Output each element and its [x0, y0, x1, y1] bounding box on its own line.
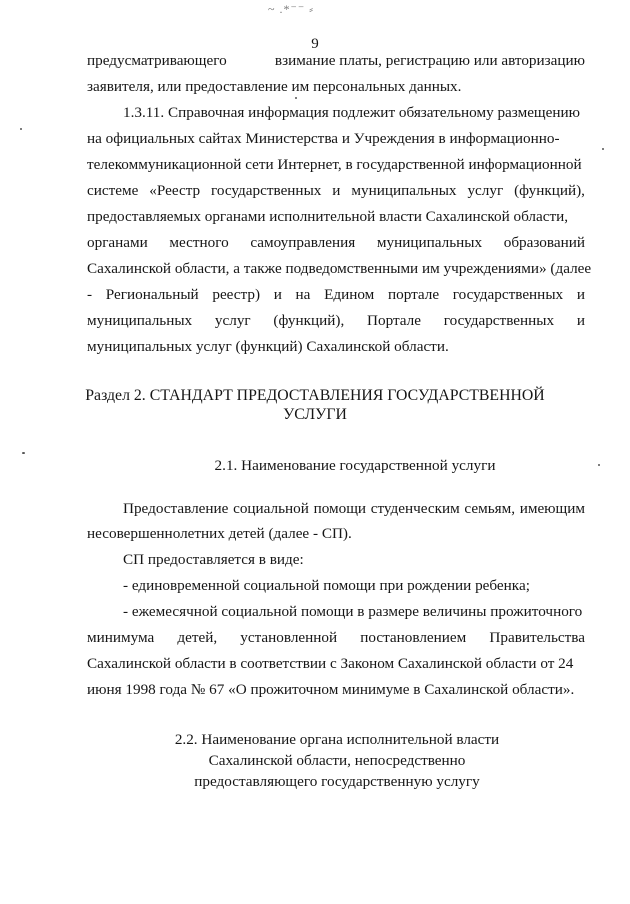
- paragraph-21-line: июня 1998 года № 67 «О прожиточном минимуме в Сахалинской области».: [87, 681, 575, 698]
- text-line: предусматривающего взимание платы, регистрацию или авторизацию: [87, 52, 585, 69]
- paragraph-21-line: Сахалинской области в соответствии с Законом Сахалинской области от 24: [87, 655, 574, 672]
- word: реестр): [212, 286, 261, 303]
- word: установленной: [240, 629, 338, 646]
- word: семьям,: [464, 500, 516, 517]
- word: органами: [87, 234, 148, 251]
- paragraph-1311-line: [87, 285, 585, 304]
- paragraph-1311-line: Сахалинской области, а также подведомственными им учреждениями» (далее: [87, 260, 592, 277]
- text-line: заявителя, или предоставление им персональных данных.: [87, 78, 462, 95]
- word: услуг: [214, 312, 251, 329]
- paragraph-1311-line: предоставляемых органами исполнительной власти Сахалинской области,: [87, 208, 569, 225]
- subsection-title: 2.1. Наименование государственной услуги: [214, 457, 496, 474]
- word: муниципальных: [376, 234, 483, 251]
- word: постановлением: [360, 629, 467, 646]
- word: «Реестр: [149, 182, 201, 199]
- word: портале: [387, 286, 440, 303]
- paragraph-21-line: СП предоставляется в виде:: [123, 551, 304, 568]
- word: и: [576, 286, 585, 303]
- word: -: [87, 286, 93, 303]
- word: и: [273, 286, 282, 303]
- paragraph-21-line: [123, 499, 585, 518]
- word: минимума: [87, 629, 155, 646]
- word: и: [332, 182, 341, 199]
- word: социальной: [233, 500, 309, 517]
- word: помощи: [313, 500, 367, 517]
- paragraph-21-line: [87, 628, 585, 647]
- paragraph-1311-line: телекоммуникационной сети Интернет, в государственной информационной: [87, 156, 582, 173]
- paragraph-21-line: - ежемесячной социальной помощи в размере величины прожиточного: [123, 603, 583, 620]
- scan-speck: [295, 97, 297, 99]
- word: государственных: [443, 312, 555, 329]
- word: Правительства: [489, 629, 585, 646]
- word: (функций),: [514, 182, 585, 199]
- word: детей,: [177, 629, 218, 646]
- scan-marks: ~ .*⁻⁻ ⸗: [268, 2, 315, 16]
- word: местного: [169, 234, 229, 251]
- scan-speck: [598, 464, 600, 466]
- word: государственных: [211, 182, 322, 199]
- section-title: УСЛУГИ: [283, 406, 347, 423]
- word: образований: [503, 234, 585, 251]
- word: Региональный: [105, 286, 199, 303]
- word: на: [295, 286, 311, 303]
- paragraph-1311-line: на официальных сайтах Министерства и Учреждения в информационно-: [87, 130, 560, 147]
- scan-speck: [602, 148, 604, 150]
- paragraph-1311-line: [87, 311, 585, 330]
- word: Едином: [324, 286, 375, 303]
- section-title: Раздел 2. СТАНДАРТ ПРЕДОСТАВЛЕНИЯ ГОСУДАРСТВЕННОЙ: [85, 387, 545, 404]
- paragraph-1311-line: [87, 181, 585, 200]
- paragraph-21-line: - единовременной социальной помощи при рождении ребенка;: [123, 577, 530, 594]
- word: услуг: [467, 182, 504, 199]
- subsection-title: предоставляющего государственную услугу: [194, 773, 480, 790]
- paragraph-21-line: несовершеннолетних детей (далее - СП).: [87, 525, 352, 542]
- subsection-title: 2.2. Наименование органа исполнительной власти: [174, 731, 500, 748]
- word: системе: [87, 182, 139, 199]
- word: (функций),: [273, 312, 345, 329]
- paragraph-1311-line: 1.3.11. Справочная информация подлежит обязательному размещению: [123, 104, 580, 121]
- word: Портале: [367, 312, 421, 329]
- paragraph-1311-line: [87, 233, 585, 252]
- word: государственных: [452, 286, 564, 303]
- scan-speck: [22, 452, 25, 454]
- word: Предоставление: [123, 500, 229, 517]
- scan-speck: [20, 128, 22, 130]
- page-number: 9: [311, 36, 319, 52]
- word: муниципальных: [351, 182, 457, 199]
- word: студенческим: [370, 500, 460, 517]
- word: имеющим: [519, 500, 585, 517]
- word: муниципальных: [87, 312, 193, 329]
- word: самоуправления: [250, 234, 356, 251]
- subsection-title: Сахалинской области, непосредственно: [208, 752, 466, 769]
- paragraph-1311-line: муниципальных услуг (функций) Сахалинской области.: [87, 338, 449, 355]
- word: и: [576, 312, 585, 329]
